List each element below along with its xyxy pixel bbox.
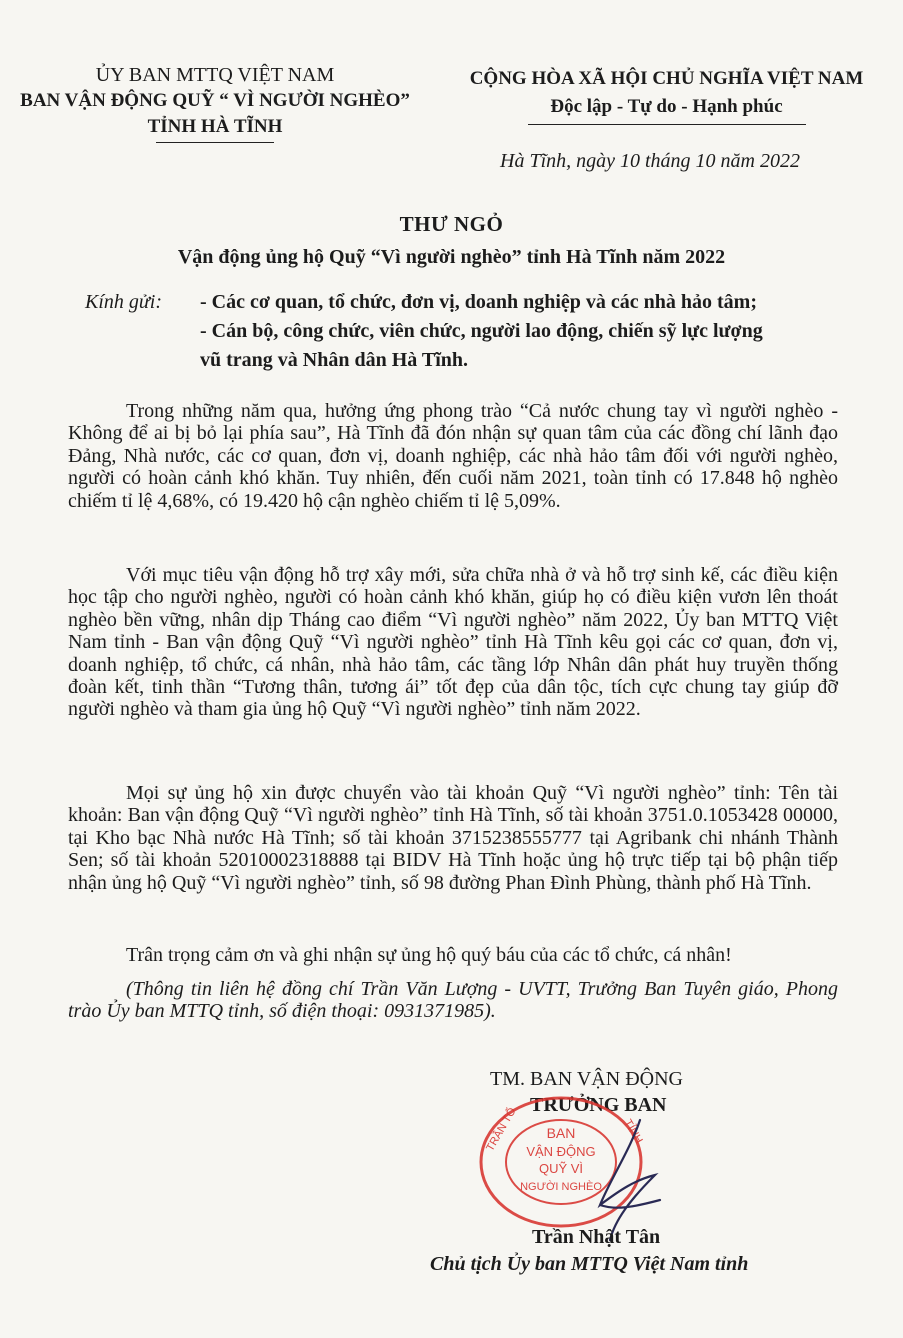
recipient-line-3: vũ trang và Nhân dân Hà Tĩnh.: [200, 349, 469, 371]
stamp-ring-left: TRẦN TỔ: [484, 1105, 519, 1154]
issuer-line-3: TỈNH HÀ TĨNH: [147, 116, 283, 137]
paragraph-1: Trong những năm qua, hưởng ứng phong trào “Cả nước chung tay vì người nghèo - Không để ai bị bỏ lại phía sau”, Hà Tĩnh đã đón nhận sự quan tâm của các đồng chí lãnh đạo Đảng, Nhà nước, các cơ quan, đơn vị, doanh nghiệp, các nhà hảo tâm đối với người nghèo, người có hoàn cảnh khó khăn. Tuy nhiên, đến cuối năm 2021, toàn tỉnh có 17.848 hộ nghèo chiếm tỉ lệ 4,68%, có 19.420 hộ cận nghèo chiếm tỉ lệ 5,09%.: [68, 400, 838, 512]
stamp-text-4: NGƯỜI NGHÈO: [520, 1181, 602, 1193]
signer-role: Chủ tịch Ủy ban MTTQ Việt Nam tỉnh: [430, 1253, 749, 1275]
issuer-header: [0, 62, 430, 143]
national-motto: Độc lập - Tự do - Hạnh phúc: [550, 96, 783, 117]
document-title: THƯ NGỎ: [399, 212, 504, 236]
issuer-line-1: ỦY BAN MTTQ VIỆT NAM: [95, 64, 335, 86]
stamp-text-2: VẬN ĐỘNG: [526, 1144, 596, 1159]
signer-name: Trần Nhật Tân: [532, 1226, 661, 1248]
paragraph-4: Trân trọng cảm ơn và ghi nhận sự ủng hộ quý báu của các tổ chức, cá nhân!: [126, 944, 732, 966]
recipient-line-2: - Cán bộ, công chức, viên chức, người lao động, chiến sỹ lực lượng: [200, 320, 763, 342]
national-header: [430, 65, 903, 125]
paragraph-3: Mọi sự ủng hộ xin được chuyển vào tài khoản Quỹ “Vì người nghèo” tỉnh: Tên tài khoản: Ban vận động Quỹ “Vì người nghèo” tỉnh Hà Tĩnh, số tài khoản 3751.0.1053428 00000, tại Kho bạc Nhà nước Hà Tĩnh; số tài khoản 3715238555777 tại Agribank chi nhánh Thành Sen; số tài khoản 52010002318888 tại BIDV Hà Tĩnh hoặc ủng hộ trực tiếp tại bộ phận tiếp nhận ủng hộ Quỹ “Vì người nghèo” tỉnh, số 98 đường Phan Đình Phùng, thành phố Hà Tĩnh.: [68, 782, 838, 894]
recipients-label: Kính gửi:: [85, 291, 163, 313]
national-title: CỘNG HÒA XÃ HỘI CHỦ NGHĨA VIỆT NAM: [469, 68, 864, 89]
issuer-underline: [156, 142, 274, 143]
issuer-line-2: BAN VẬN ĐỘNG QUỸ “ VÌ NGƯỜI NGHÈO”: [20, 90, 410, 111]
signature-title-1: TM. BAN VẬN ĐỘNG: [490, 1068, 683, 1090]
stamp-ring-right: TỈNH: [621, 1117, 645, 1146]
document-subtitle: Vận động ủng hộ Quỹ “Vì người nghèo” tỉnh Hà Tĩnh năm 2022: [177, 246, 726, 268]
motto-underline: [528, 124, 806, 125]
stamp-text-3: QUỸ VÌ: [538, 1161, 584, 1176]
contact-note: (Thông tin liên hệ đồng chí Trần Văn Lượng - UVTT, Trưởng Ban Tuyên giáo, Phong trào Ủy ban MTTQ tỉnh, số điện thoại: 0931371985).: [68, 978, 838, 1023]
signature-title-2: TRƯỞNG BAN: [530, 1094, 667, 1116]
document-date: Hà Tĩnh, ngày 10 tháng 10 năm 2022: [500, 150, 800, 172]
stamp-text-1: BAN: [546, 1125, 576, 1141]
recipient-line-1: - Các cơ quan, tổ chức, đơn vị, doanh nghiệp và các nhà hảo tâm;: [200, 291, 757, 313]
paragraph-2: Với mục tiêu vận động hỗ trợ xây mới, sửa chữa nhà ở và hỗ trợ sinh kế, các điều kiện học tập cho người nghèo, người có hoàn cảnh khó khăn, giúp họ có điều kiện vươn lên thoát nghèo bền vững, nhân dịp Tháng cao điểm “Vì người nghèo” năm 2022, Ủy ban MTTQ Việt Nam tỉnh - Ban vận động Quỹ “Vì người nghèo” tỉnh Hà Tĩnh kêu gọi các cơ quan, đơn vị, doanh nghiệp, tổ chức, cá nhân, nhà hảo tâm, các tầng lớp Nhân dân phát huy truyền thống đoàn kết, tinh thần “Tương thân, tương ái” tốt đẹp của dân tộc, tích cực chung tay giúp đỡ người nghèo và tham gia ủng hộ Quỹ “Vì người nghèo” tỉnh năm 2022.: [68, 564, 838, 721]
